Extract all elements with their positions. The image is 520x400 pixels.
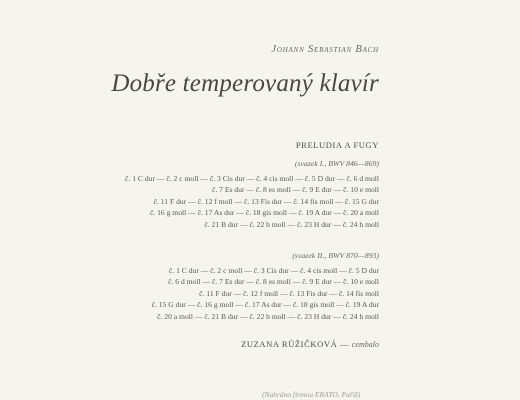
book-2-line: č. 1 C dur — č. 2 c moll — č. 3 Cis dur — č. 4 cis moll — č. 5 D dur [168,266,379,275]
book-1-line: č. 21 B dur — č. 22 b moll — č. 23 H dur — č. 24 h moll [204,219,379,229]
book-1-line: č. 7 Es dur — č. 8 es moll — č. 9 E dur — č. 10 e moll [211,185,379,195]
book-2-line: č. 15 G dur — č. 16 g moll — č. 17 As dur — č. 18 gis moll — č. 19 A dur [151,300,379,310]
book-2-line: č. 6 d moll — č. 7 Es dur — č. 8 es moll — č. 9 E dur — č. 10 e moll [168,277,379,287]
performer-instrument: cembalo [351,340,379,349]
subtitle: PRELUDIA A FUGY [295,140,379,150]
book-1-line: č. 11 F dur — č. 12 f moll — č. 13 Fis dur — č. 14 fis moll — č. 15 G dur [153,196,379,206]
book-1-section [0,158,379,230]
performer-name: ZUZANA RŮŽIČKOVÁ [241,339,338,349]
recording-credit: (Nahráno firmou ERATO, Paříž) [262,390,361,399]
performer-separator: — [337,339,352,349]
book-2-line: č. 11 F dur — č. 12 f moll — č. 13 Fis dur — č. 14 fis moll [199,288,379,298]
album-title: Dobře temperovaný klavír [111,70,379,97]
book-1-label: (svazek I., BWV 846—869) [294,159,379,168]
performer-credit [241,339,379,349]
book-2-section [0,250,379,322]
composer-name: Johann Sebastian Bach [271,44,379,55]
book-2-label: (svazek II., BWV 870—893) [292,251,379,260]
book-1-line: č. 1 C dur — č. 2 c moll — č. 3 Cis dur — č. 4 cis moll — č. 5 D dur — č. 6 d moll [125,174,379,183]
book-1-line: č. 16 g moll — č. 17 As dur — č. 18 gis moll — č. 19 A dur — č. 20 a moll [149,208,379,218]
book-2-line: č. 20 a moll — č. 21 B dur — č. 22 b moll — č. 23 H dur — č. 24 h moll [157,311,379,321]
